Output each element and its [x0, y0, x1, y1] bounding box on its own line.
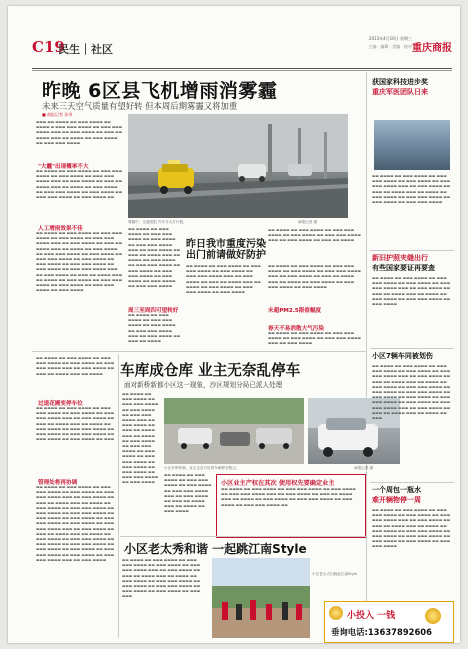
right-low-body: ▬▬ ▬▬▬▬ ▬▬ ▬▬▬ ▬▬▬▬ ▬▬ ▬▬▬ ▬▬▬ ▬▬▬▬ ▬▬ ▬▬▬ ▬▬▬▬ ▬▬ ▬▬▬ ▬▬▬ ▬▬▬▬ ▬▬▬ ▬▬ ▬▬▬ ▬▬▬▬ ▬▬ ▬▬▬ ▬▬ ▬▬▬▬ ▬▬▬ ▬▬ ▬▬▬▬ ▬▬ ▬▬▬ ▬▬▬▬ ▬▬ ▬▬▬ ▬▬▬ ▬▬▬▬ ▬▬ ▬▬▬ ▬▬▬▬ ▬▬ ▬▬▬ ▬▬▬ ▬▬▬▬ ▬▬ ▬▬▬ ▬▬▬▬ ▬▬ ▬▬▬ ▬▬▬▬ ▬▬ ▬▬▬ ▬▬▬ ▬▬▬▬ ▬▬ ▬▬▬ ▬▬▬▬ ▬▬ ▬▬▬ ▬▬▬ ▬▬▬▬ ▬▬▬ ▬▬ ▬▬▬ ▬▬▬▬ ▬▬ ▬▬▬ ▬▬ ▬▬▬▬ ▬▬▬ ▬▬ ▬▬▬▬ ▬▬ ▬▬▬	[372, 364, 451, 421]
right-divider-3	[370, 482, 454, 483]
newspaper-logo: 重庆商报	[412, 43, 452, 54]
coin-icon	[425, 608, 441, 624]
editor-line: 主编 · 编辑 · 美编 · 校对	[368, 44, 412, 49]
photo1-caption: 雾霾中，交通受阻 汽车开大灯行驶。	[128, 220, 187, 224]
lead-sub-5: 春天不易消散大气污染	[268, 326, 324, 332]
right-divider-2	[370, 348, 454, 349]
lead-byline: ■ 商报记者 张琴	[42, 112, 73, 117]
right-top-photo	[374, 120, 450, 170]
dance-body-1: ▬▬ ▬▬▬▬ ▬▬ ▬▬▬ ▬▬▬▬ ▬▬ ▬▬▬ ▬▬▬ ▬▬▬▬ ▬▬ ▬▬▬ ▬▬▬▬ ▬▬ ▬▬▬ ▬▬▬ ▬▬▬▬ ▬▬▬ ▬▬ ▬▬▬ ▬▬▬▬ ▬▬ ▬▬▬ ▬▬ ▬▬▬▬ ▬▬▬ ▬▬ ▬▬▬▬ ▬▬ ▬▬▬ ▬▬▬▬ ▬▬ ▬▬▬ ▬▬▬ ▬▬▬▬ ▬▬ ▬▬▬ ▬▬▬▬ ▬▬ ▬▬▬ ▬▬▬ ▬▬▬▬ ▬▬ ▬▬▬ ▬▬▬▬ ▬▬ ▬▬▬ ▬▬▬▬ ▬▬ ▬▬▬ ▬▬▬	[122, 558, 201, 599]
garage-photo-credit: 商报记者 摄	[354, 466, 374, 470]
fog-traffic-photo	[128, 114, 348, 218]
section-title: 民生｜社区	[58, 43, 113, 56]
issue-date: 2013年4月10日 星期三	[368, 36, 412, 41]
lead-body-1: ▬▬▬ ▬▬ ▬▬▬▬ ▬▬ ▬▬▬ ▬▬▬▬ ▬▬ ▬▬▬▬ ▬ ▬▬▬ ▬▬▬ ▬▬▬▬ ▬▬ ▬▬▬ ▬▬▬ ▬▬▬▬ ▬▬▬ ▬▬ ▬▬▬ ▬▬▬▬ ▬▬ ▬▬▬ ▬▬ ▬▬▬▬ ▬▬▬ ▬▬ ▬▬▬▬ ▬▬ ▬▬▬ ▬▬▬▬ ▬▬ ▬▬▬ ▬▬▬ ▬▬▬▬	[36, 120, 123, 145]
left-lower-body-1: ▬▬ ▬▬▬▬ ▬▬ ▬▬▬ ▬▬▬▬ ▬▬ ▬▬▬ ▬▬▬ ▬▬▬▬ ▬▬ ▬▬▬ ▬▬▬▬ ▬▬ ▬▬▬ ▬▬▬ ▬▬▬▬ ▬▬▬ ▬▬ ▬▬▬ ▬▬▬▬ ▬▬ ▬▬▬ ▬▬ ▬▬▬▬ ▬▬▬ ▬▬ ▬▬▬▬	[36, 356, 115, 376]
side-headline-text: 昨日我市重度污染 出门前请做好防护	[186, 239, 266, 261]
lead-body-2: ▬▬ ▬▬▬▬ ▬▬ ▬▬▬ ▬▬▬▬ ▬▬ ▬▬▬ ▬▬▬ ▬▬▬▬ ▬▬ ▬▬▬ ▬▬▬▬ ▬▬ ▬▬▬ ▬▬▬ ▬▬▬▬ ▬▬▬ ▬▬ ▬▬▬ ▬▬▬▬ ▬▬ ▬▬▬ ▬▬ ▬▬▬▬ ▬▬▬ ▬▬ ▬▬▬▬ ▬▬ ▬▬▬ ▬▬▬▬ ▬▬ ▬▬▬ ▬▬▬ ▬▬▬▬ ▬▬ ▬▬▬ ▬▬▬▬ ▬▬ ▬▬▬ ▬▬▬ ▬▬▬▬ ▬▬ ▬▬▬ ▬▬▬▬ ▬▬	[36, 169, 123, 200]
side-headline	[186, 239, 266, 261]
advert-slogan: 小投入 一钱	[347, 611, 396, 621]
left-lower-body-2: ▬▬ ▬▬▬▬ ▬▬ ▬▬▬ ▬▬▬▬ ▬▬ ▬▬▬ ▬▬▬ ▬▬▬▬ ▬▬ ▬▬▬ ▬▬▬▬ ▬▬ ▬▬▬ ▬▬▬ ▬▬▬▬ ▬▬▬ ▬▬ ▬▬▬ ▬▬▬▬ ▬▬ ▬▬▬ ▬▬ ▬▬▬▬ ▬▬▬ ▬▬ ▬▬▬▬ ▬▬ ▬▬▬ ▬▬▬▬ ▬▬ ▬▬▬ ▬▬▬ ▬▬▬▬ ▬▬ ▬▬▬ ▬▬▬▬ ▬▬ ▬▬▬ ▬▬▬ ▬▬▬▬ ▬▬ ▬▬▬ ▬▬▬▬ ▬▬ ▬▬▬ ▬▬▬▬ ▬▬ ▬▬▬	[36, 406, 115, 442]
garage-boxed-body: ▬▬ ▬▬▬▬ ▬▬ ▬▬▬ ▬▬▬▬ ▬▬ ▬▬▬ ▬▬▬ ▬▬▬▬ ▬▬ ▬▬▬ ▬▬▬▬ ▬▬ ▬▬▬ ▬▬▬ ▬▬▬▬ ▬▬▬ ▬▬ ▬▬▬ ▬▬▬▬ ▬▬ ▬▬▬ ▬▬ ▬▬▬▬ ▬▬▬ ▬▬ ▬▬▬▬ ▬▬ ▬▬▬ ▬▬▬▬ ▬▬ ▬▬▬ ▬▬▬ ▬▬▬▬ ▬▬ ▬▬▬ ▬▬▬▬ ▬▬ ▬▬▬ ▬▬▬ ▬▬▬▬ ▬▬	[221, 487, 356, 507]
right-low-headline: 小区7辆车同被划伤	[372, 352, 433, 360]
lead-sub-4: 未超PM2.5限值幅度	[268, 308, 322, 314]
lead-subhead: 未来三天空气质量有望好转 但本周后期雾霾又将加重	[42, 101, 238, 111]
advert-phone: 垂询电话:13637892606	[331, 627, 432, 637]
garage-boxed-note	[216, 474, 366, 538]
fog-photo-illustration	[128, 114, 348, 218]
right-top-body: ▬▬ ▬▬▬▬ ▬▬ ▬▬▬ ▬▬▬▬ ▬▬ ▬▬▬ ▬▬▬ ▬▬▬▬ ▬▬ ▬▬▬ ▬▬▬▬ ▬▬ ▬▬▬ ▬▬▬ ▬▬▬▬ ▬▬▬ ▬▬ ▬▬▬ ▬▬▬▬ ▬▬ ▬▬▬ ▬▬ ▬▬▬▬ ▬▬▬ ▬▬ ▬▬▬▬ ▬▬ ▬▬▬ ▬▬▬▬ ▬▬ ▬▬▬ ▬▬▬ ▬▬▬▬ ▬▬ ▬▬▬ ▬▬▬▬ ▬▬ ▬▬▬ ▬▬▬ ▬▬▬▬	[372, 174, 451, 205]
coin-icon	[329, 606, 343, 620]
right-column-divider	[366, 72, 367, 638]
lead-headline: 昨晚 6区县飞机增雨消雾霾	[42, 80, 278, 102]
dance-headline: 小区老太秀和谐 一起跳江南Style	[124, 542, 307, 556]
right-top-headline-1: 获国家科技进步奖	[372, 78, 428, 86]
right-low2-body: ▬▬ ▬▬▬▬ ▬▬ ▬▬▬ ▬▬▬▬ ▬▬ ▬▬▬ ▬▬▬ ▬▬▬▬ ▬▬ ▬▬▬ ▬▬▬▬ ▬▬ ▬▬▬ ▬▬▬ ▬▬▬▬ ▬▬▬ ▬▬ ▬▬▬ ▬▬▬▬ ▬▬ ▬▬▬ ▬▬ ▬▬▬▬ ▬▬▬ ▬▬ ▬▬▬▬ ▬▬ ▬▬▬ ▬▬▬▬ ▬▬ ▬▬▬ ▬▬▬ ▬▬▬▬ ▬▬ ▬▬▬ ▬▬▬▬ ▬▬ ▬▬▬ ▬▬▬ ▬▬▬▬ ▬▬ ▬▬▬ ▬▬▬▬ ▬▬ ▬▬▬ ▬▬▬▬ ▬▬ ▬▬▬ ▬▬▬ ▬▬▬▬	[372, 508, 451, 549]
right-mid-body: ▬▬ ▬▬▬▬ ▬▬ ▬▬▬ ▬▬▬▬ ▬▬ ▬▬▬ ▬▬▬ ▬▬▬▬ ▬▬ ▬▬▬ ▬▬▬▬ ▬▬ ▬▬▬ ▬▬▬ ▬▬▬▬ ▬▬▬ ▬▬ ▬▬▬ ▬▬▬▬ ▬▬ ▬▬▬ ▬▬ ▬▬▬▬ ▬▬▬ ▬▬ ▬▬▬▬ ▬▬ ▬▬▬ ▬▬▬▬ ▬▬ ▬▬▬ ▬▬▬ ▬▬▬▬ ▬▬ ▬▬▬ ▬▬▬▬	[372, 276, 451, 307]
side-body: ▬▬ ▬▬▬▬ ▬▬ ▬▬▬ ▬▬▬▬ ▬▬ ▬▬▬ ▬▬▬ ▬▬▬▬ ▬▬ ▬▬▬ ▬▬▬▬ ▬▬ ▬▬▬ ▬▬▬ ▬▬▬▬ ▬▬▬ ▬▬ ▬▬▬ ▬▬▬▬ ▬▬ ▬▬▬ ▬▬ ▬▬▬▬ ▬▬▬ ▬▬ ▬▬▬▬ ▬▬ ▬▬▬ ▬▬▬▬ ▬▬ ▬▬▬ ▬▬▬ ▬▬▬▬ ▬▬ ▬▬▬ ▬▬▬▬	[186, 264, 261, 295]
right-divider-1	[370, 250, 454, 251]
photo1-credit: 商报记者 摄	[298, 220, 318, 224]
lead-body-6: ▬▬ ▬▬▬▬ ▬▬ ▬▬▬ ▬▬▬▬ ▬▬ ▬▬▬ ▬▬▬ ▬▬▬▬ ▬▬ ▬▬▬ ▬▬▬▬ ▬▬ ▬▬▬ ▬▬▬ ▬▬▬▬ ▬▬▬ ▬▬ ▬▬▬ ▬▬▬▬ ▬▬ ▬▬▬ ▬▬ ▬▬▬▬ ▬▬▬ ▬▬ ▬▬▬▬ ▬▬ ▬▬▬ ▬▬▬▬ ▬▬ ▬▬▬ ▬▬▬ ▬▬▬▬ ▬▬ ▬▬▬ ▬▬▬▬	[268, 264, 361, 289]
left-lower-body-3: ▬▬ ▬▬▬▬ ▬▬ ▬▬▬ ▬▬▬▬ ▬▬ ▬▬▬ ▬▬▬ ▬▬▬▬ ▬▬ ▬▬▬ ▬▬▬▬ ▬▬ ▬▬▬ ▬▬▬ ▬▬▬▬ ▬▬▬ ▬▬ ▬▬▬ ▬▬▬▬ ▬▬ ▬▬▬ ▬▬ ▬▬▬▬ ▬▬▬ ▬▬ ▬▬▬▬ ▬▬ ▬▬▬ ▬▬▬▬ ▬▬ ▬▬▬ ▬▬▬ ▬▬▬▬ ▬▬ ▬▬▬ ▬▬▬▬ ▬▬ ▬▬▬ ▬▬▬ ▬▬▬▬ ▬▬ ▬▬▬ ▬▬▬▬ ▬▬ ▬▬▬ ▬▬▬▬ ▬▬ ▬▬▬ ▬▬▬ ▬▬▬▬ ▬▬ ▬▬▬ ▬▬▬▬ ▬▬ ▬▬▬ ▬▬▬ ▬▬▬▬ ▬▬▬ ▬▬ ▬▬▬ ▬▬▬▬ ▬▬ ▬▬▬ ▬▬ ▬▬▬▬ ▬▬▬ ▬▬ ▬▬▬▬ ▬▬ ▬▬▬ ▬▬▬▬ ▬▬ ▬▬▬ ▬▬▬ ▬▬▬▬ ▬▬ ▬▬▬ ▬▬▬▬ ▬▬ ▬▬▬ ▬▬▬ ▬▬▬▬ ▬▬ ▬▬▬ ▬▬▬▬ ▬▬ ▬▬▬ ▬▬▬▬ ▬▬ ▬▬▬ ▬▬▬ ▬▬▬▬ ▬▬ ▬▬▬ ▬▬▬▬ ▬▬ ▬▬▬ ▬▬▬ ▬▬▬▬ ▬▬▬ ▬▬ ▬▬▬ ▬▬▬▬	[36, 485, 115, 562]
dance-photo-caption: 小区老太太们跳起江南Style	[312, 572, 357, 576]
left-lower-divider	[118, 354, 119, 638]
garage-boxed-title: 小区业主产权在其次 使用权先要确定业主	[221, 480, 335, 487]
lead-body-5: ▬▬ ▬▬▬▬ ▬▬ ▬▬▬ ▬▬▬▬ ▬▬ ▬▬▬ ▬▬▬ ▬▬▬▬ ▬▬ ▬▬▬ ▬▬▬▬ ▬▬ ▬▬▬ ▬▬▬ ▬▬▬▬ ▬▬▬ ▬▬ ▬▬▬ ▬▬▬▬ ▬▬ ▬▬▬ ▬▬ ▬▬▬▬	[128, 313, 181, 344]
garage-photo-illustration	[164, 398, 304, 464]
header-right	[252, 30, 452, 66]
garage-photo-caption: 小区车库停满，业主无奈只好将车辆停在路边。	[164, 466, 240, 470]
section-divider-1	[32, 351, 366, 352]
garage-headline: 车库成仓库 业主无奈乱停车	[120, 362, 301, 379]
lead-body-4: ▬▬ ▬▬▬▬ ▬▬ ▬▬▬ ▬▬▬▬ ▬▬ ▬▬▬ ▬▬▬ ▬▬▬▬ ▬▬ ▬▬▬ ▬▬▬▬ ▬▬ ▬▬▬ ▬▬▬ ▬▬▬▬ ▬▬▬ ▬▬ ▬▬▬ ▬▬▬▬ ▬▬ ▬▬▬ ▬▬ ▬▬▬▬ ▬▬▬ ▬▬ ▬▬▬▬ ▬▬ ▬▬▬ ▬▬▬▬ ▬▬ ▬▬▬ ▬▬▬ ▬▬▬▬ ▬▬ ▬▬▬ ▬▬▬▬ ▬▬ ▬▬▬ ▬▬▬ ▬▬▬▬ ▬▬ ▬▬▬ ▬▬▬▬ ▬▬ ▬▬▬ ▬▬▬▬ ▬▬ ▬▬▬ ▬▬▬ ▬▬▬▬	[128, 227, 181, 289]
lead-body-3: ▬▬ ▬▬▬▬ ▬▬ ▬▬▬ ▬▬▬▬ ▬▬ ▬▬▬ ▬▬▬ ▬▬▬▬ ▬▬ ▬▬▬ ▬▬▬▬ ▬▬ ▬▬▬ ▬▬▬ ▬▬▬▬ ▬▬▬ ▬▬ ▬▬▬ ▬▬▬▬ ▬▬ ▬▬▬ ▬▬ ▬▬▬▬ ▬▬▬ ▬▬ ▬▬▬▬ ▬▬ ▬▬▬ ▬▬▬▬ ▬▬ ▬▬▬ ▬▬▬ ▬▬▬▬ ▬▬ ▬▬▬ ▬▬▬▬ ▬▬ ▬▬▬ ▬▬▬ ▬▬▬▬ ▬▬ ▬▬▬ ▬▬▬▬ ▬▬ ▬▬▬ ▬▬▬▬ ▬▬ ▬▬▬ ▬▬▬ ▬▬▬▬ ▬▬ ▬▬▬ ▬▬▬▬ ▬▬ ▬▬▬ ▬▬▬ ▬▬▬▬ ▬▬▬ ▬▬ ▬▬▬ ▬▬▬▬ ▬▬ ▬▬▬ ▬▬ ▬▬▬▬ ▬▬▬ ▬▬ ▬▬▬▬ ▬▬ ▬▬▬ ▬▬▬▬ ▬▬ ▬▬▬ ▬▬▬ ▬▬▬▬ ▬▬ ▬▬▬ ▬▬▬▬ ▬▬ ▬▬▬ ▬▬▬ ▬▬▬▬ ▬▬ ▬▬▬ ▬▬▬▬	[36, 231, 123, 293]
right-mid-headline-1: 新旧护照夹缝出行	[372, 254, 428, 262]
lead-sub-3: 周三至周四可望转好	[128, 308, 179, 314]
page-number: C19	[32, 38, 65, 56]
dance-photo	[212, 558, 310, 638]
garage-photo	[164, 398, 304, 464]
lead-sub-2: 人工增雨效果不佳	[38, 226, 83, 232]
header-divider	[32, 70, 452, 71]
advert-box	[324, 601, 454, 643]
garage-body-1: ▬▬ ▬▬▬▬ ▬▬ ▬▬▬ ▬▬▬▬ ▬▬ ▬▬▬ ▬▬▬ ▬▬▬▬ ▬▬ ▬▬▬ ▬▬▬▬ ▬▬ ▬▬▬ ▬▬▬ ▬▬▬▬ ▬▬▬ ▬▬ ▬▬▬ ▬▬▬▬ ▬▬ ▬▬▬ ▬▬ ▬▬▬▬ ▬▬▬ ▬▬ ▬▬▬▬ ▬▬ ▬▬▬ ▬▬▬▬ ▬▬ ▬▬▬ ▬▬▬ ▬▬▬▬ ▬▬ ▬▬▬ ▬▬▬▬ ▬▬ ▬▬▬ ▬▬▬ ▬▬▬▬ ▬▬ ▬▬▬ ▬▬▬▬ ▬▬ ▬▬▬ ▬▬▬▬ ▬▬ ▬▬▬ ▬▬▬ ▬▬▬▬ ▬▬ ▬▬▬ ▬▬▬▬	[122, 392, 159, 485]
right-mid-headline-2: 有些国家要证再要查	[372, 264, 435, 272]
right-low2-headline-2: 难开辆物停一周	[372, 496, 421, 504]
lead-sub-1: "大霾"出现概率不大	[38, 164, 89, 170]
lead-body-7: ▬▬ ▬▬▬▬ ▬▬ ▬▬▬ ▬▬▬▬ ▬▬ ▬▬▬ ▬▬▬ ▬▬▬▬ ▬▬ ▬▬▬ ▬▬▬▬ ▬▬ ▬▬▬ ▬▬▬ ▬▬▬▬ ▬▬▬ ▬▬ ▬▬▬ ▬▬▬▬	[268, 331, 361, 346]
section-divider-2	[120, 536, 366, 537]
garage-subhead: 面对新桥新都小区这一现象，沙区规划分局已派人处理	[124, 381, 283, 389]
page-header	[32, 28, 452, 69]
dance-photo-illustration	[212, 558, 310, 638]
garage-body-2: ▬▬ ▬▬▬▬ ▬▬ ▬▬▬ ▬▬▬▬ ▬▬ ▬▬▬ ▬▬▬ ▬▬▬▬ ▬▬ ▬▬▬ ▬▬▬▬ ▬▬ ▬▬▬ ▬▬▬ ▬▬▬▬ ▬▬▬ ▬▬ ▬▬▬ ▬▬▬▬ ▬▬ ▬▬▬ ▬▬ ▬▬▬▬ ▬▬▬ ▬▬ ▬▬▬▬ ▬▬ ▬▬▬ ▬▬▬▬	[164, 473, 212, 514]
left-lower-sub-1: 过道花圃变停车位	[38, 401, 83, 407]
right-low2-headline-1: 一个周包一瓶水	[372, 486, 421, 494]
left-lower-sub-2: 管理处将再协调	[38, 480, 78, 486]
newspaper-page	[8, 6, 460, 643]
right-top-headline-2: 重庆军医团队日来	[372, 88, 428, 96]
lead-body-8: ▬▬ ▬▬▬▬ ▬▬ ▬▬▬ ▬▬▬▬ ▬▬ ▬▬▬ ▬▬▬ ▬▬▬▬ ▬▬ ▬▬▬ ▬▬▬▬ ▬▬ ▬▬▬ ▬▬▬ ▬▬▬▬ ▬▬▬ ▬▬ ▬▬▬ ▬▬▬▬ ▬▬ ▬▬▬ ▬▬ ▬▬▬▬	[268, 228, 361, 243]
